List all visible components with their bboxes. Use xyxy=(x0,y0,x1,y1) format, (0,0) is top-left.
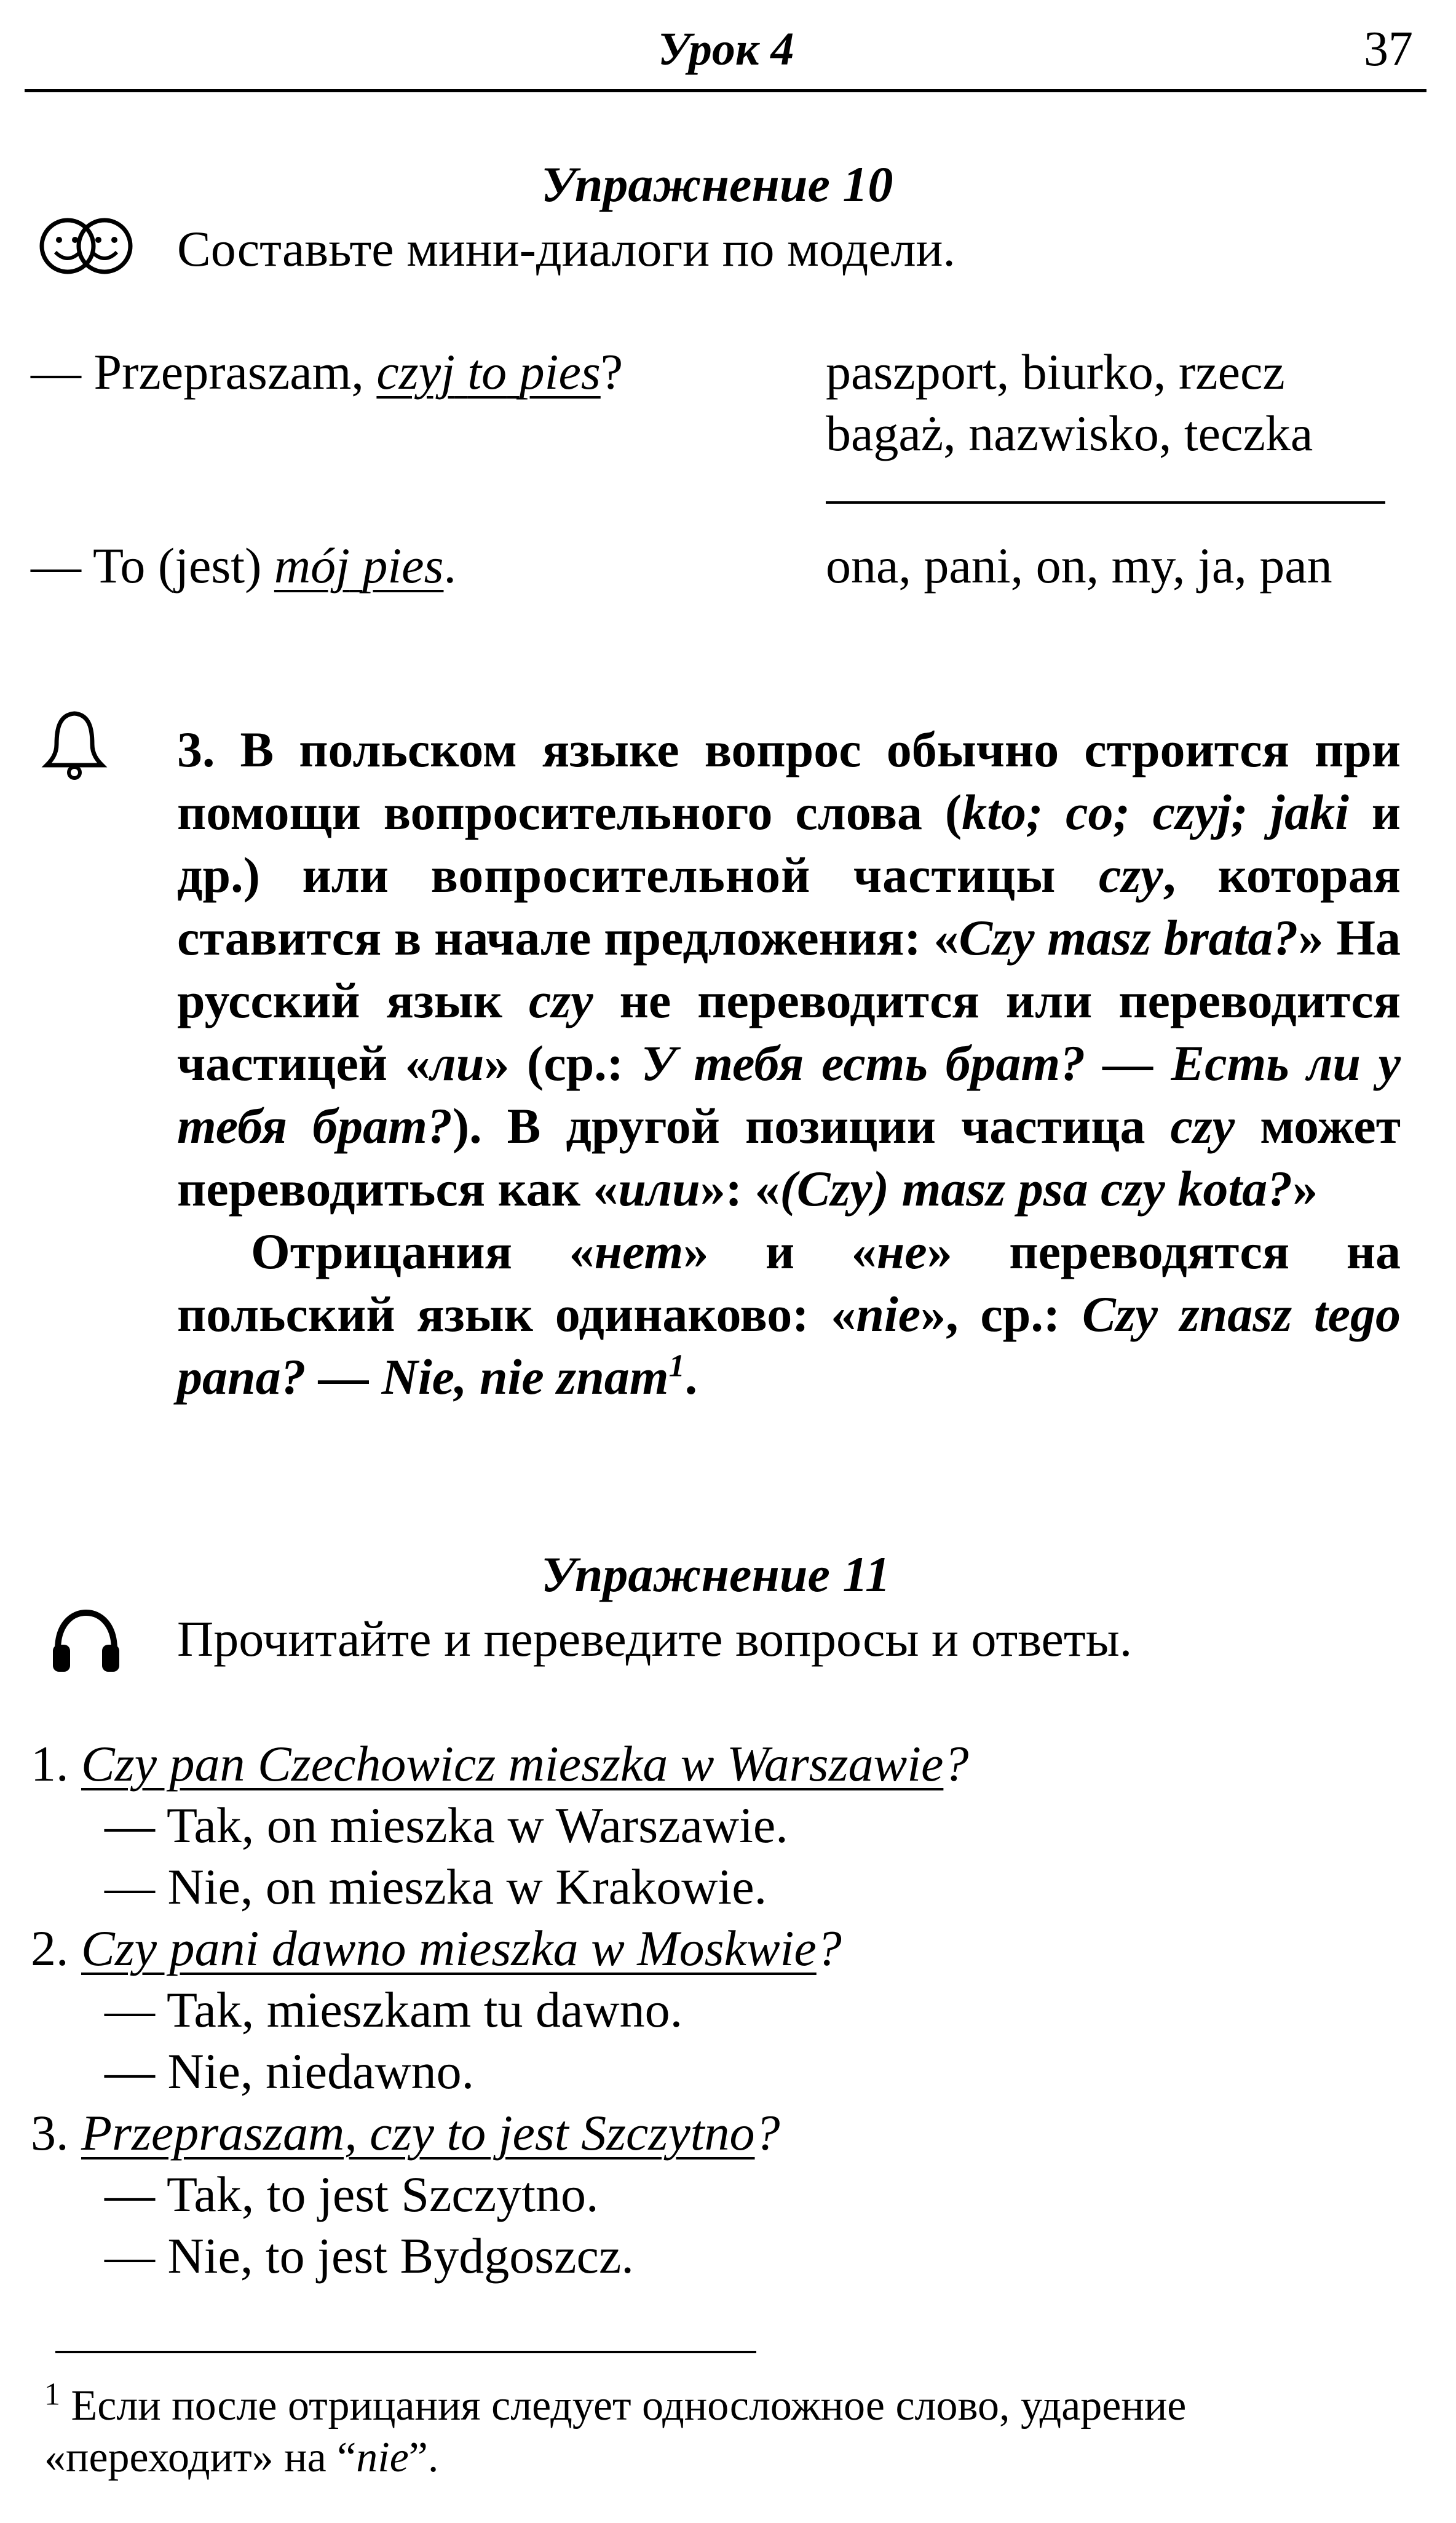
running-header: Урок 4 xyxy=(658,23,794,75)
note-example: Czy znasz tego pana? — xyxy=(177,1286,1401,1405)
substitution-words-1b: bagaż, nazwisko, teczka xyxy=(826,405,1313,461)
model-line-2 xyxy=(31,535,456,597)
footnote-example: nie xyxy=(356,2434,409,2481)
bell-icon xyxy=(41,707,108,781)
answer: — Tak, to jest Szczytno. xyxy=(105,2166,599,2222)
footnote-text: ”. xyxy=(408,2434,439,2481)
note-number: 3. xyxy=(177,721,215,777)
note-text: Отрицания « xyxy=(251,1223,595,1279)
list-item xyxy=(31,1918,968,2102)
question-mark: ? xyxy=(816,1920,842,1976)
model-word: pies xyxy=(362,538,444,594)
note-example: нет xyxy=(594,1223,684,1279)
note-example: czy xyxy=(1098,847,1163,903)
question-mark: ? xyxy=(754,2105,780,2161)
substitution-words-2: ona, pani, on, my, ja, pan xyxy=(826,538,1332,594)
note-text: не переводится или переводится частицей « xyxy=(177,972,1401,1091)
answer: — Tak, mieszkam tu dawno. xyxy=(105,1982,683,2038)
footnote-reference: 1 xyxy=(668,1348,685,1384)
note-paragraph-1 xyxy=(177,718,1401,1220)
note-text: . xyxy=(684,1349,698,1405)
exercise-11-instruction: Прочитайте и переведите вопросы и ответы. xyxy=(177,1611,1133,1667)
note-example: nie xyxy=(856,1286,921,1342)
substitution-rule xyxy=(826,501,1385,504)
note-text: ). В другой позиции частица xyxy=(452,1098,1171,1154)
model-text: Przepraszam, xyxy=(93,344,364,400)
note-example: ли xyxy=(430,1035,485,1091)
dash: — xyxy=(31,538,81,594)
model-line-1 xyxy=(31,341,623,403)
note-text: » (ср.: xyxy=(484,1035,641,1091)
note-example: не xyxy=(876,1223,927,1279)
exercise-11-title: Упражнение 11 xyxy=(541,1546,890,1602)
question-text: Czy pani dawno mieszka w Moskwie xyxy=(81,1920,817,1976)
note-text: » переводятся на польский язык одинаково: « xyxy=(177,1223,1401,1342)
note-text: » На русский язык xyxy=(177,910,1401,1028)
footnote xyxy=(44,2377,1422,2484)
question xyxy=(31,1733,968,1795)
dash: — xyxy=(31,344,81,400)
note-text: В польском языке вопрос обычно строится при помощи вопросительного слова ( xyxy=(177,721,1401,840)
footnote-mark: 1 xyxy=(44,2377,60,2412)
page-number: 37 xyxy=(1364,22,1413,76)
question-text: Przepraszam, czy to jest Szczytno xyxy=(81,2105,755,2161)
punctuation: . xyxy=(443,538,456,594)
note-example: У тебя есть брат? — Есть ли у тебя брат? xyxy=(177,1035,1401,1154)
substitution-words-1a: paszport, biurko, rzecz xyxy=(826,344,1285,400)
note-example: czy xyxy=(1170,1098,1235,1154)
two-faces-icon xyxy=(34,215,139,277)
note-text: может переводиться как « xyxy=(177,1098,1401,1217)
question-text: Czy pan Czechowicz mieszka w Warszawie xyxy=(81,1736,944,1792)
note-example: kto; co; czyj; jaki xyxy=(962,784,1349,840)
answer: — Nie, niedawno. xyxy=(105,2043,475,2099)
model-underlined-phrase xyxy=(274,538,444,594)
note-text: и др.) или xyxy=(177,784,1401,903)
exercise-10-instruction: Составьте мини-диалоги по модели. xyxy=(177,221,956,277)
answer: — Tak, on mieszka w Warszawie. xyxy=(105,1797,788,1853)
model-word: czyj xyxy=(376,344,455,400)
headphones-icon xyxy=(49,1607,123,1674)
note-example: Czy masz brata? xyxy=(959,910,1299,966)
note-example: czy xyxy=(528,972,593,1028)
note-example: (Czy) masz psa czy kota? xyxy=(780,1161,1293,1217)
question-mark: ? xyxy=(943,1736,969,1792)
note-text: » xyxy=(1292,1161,1318,1217)
question xyxy=(31,2102,968,2164)
note-term: вопросительной частицы xyxy=(430,847,1099,903)
note-text: », ср.: xyxy=(920,1286,1082,1342)
list-item xyxy=(31,1733,968,1918)
item-number: 1. xyxy=(31,1736,69,1792)
footnote-rule xyxy=(55,2351,756,2353)
answer: — Nie, on mieszka w Krakowie. xyxy=(105,1859,767,1915)
question xyxy=(31,1918,968,1979)
item-number: 3. xyxy=(31,2105,69,2161)
punctuation: ? xyxy=(600,344,623,400)
list-item xyxy=(31,2102,968,2287)
header-rule xyxy=(25,89,1426,92)
answer: — Nie, to jest Bydgoszcz. xyxy=(105,2228,634,2284)
item-number: 2. xyxy=(31,1920,69,1976)
model-word: mój xyxy=(274,538,350,594)
model-word: to xyxy=(467,344,507,400)
exercise-10-title: Упражнение 10 xyxy=(541,156,893,212)
note-paragraph-2 xyxy=(177,1220,1401,1409)
model-text: To (jest) xyxy=(93,538,262,594)
grammar-note xyxy=(177,718,1401,1409)
footnote-text: Если после отрицания следует односложное слово, ударение «переходит» на “ xyxy=(44,2382,1187,2481)
note-text: , которая ставится в начале предложения: « xyxy=(177,847,1401,966)
note-example: или xyxy=(618,1161,700,1217)
model-word: pies xyxy=(519,344,601,400)
note-example: Nie, nie znam xyxy=(381,1349,669,1405)
note-text: » и « xyxy=(683,1223,877,1279)
note-text: »: « xyxy=(700,1161,780,1217)
model-underlined-phrase xyxy=(376,344,600,400)
question-list xyxy=(31,1733,968,2287)
